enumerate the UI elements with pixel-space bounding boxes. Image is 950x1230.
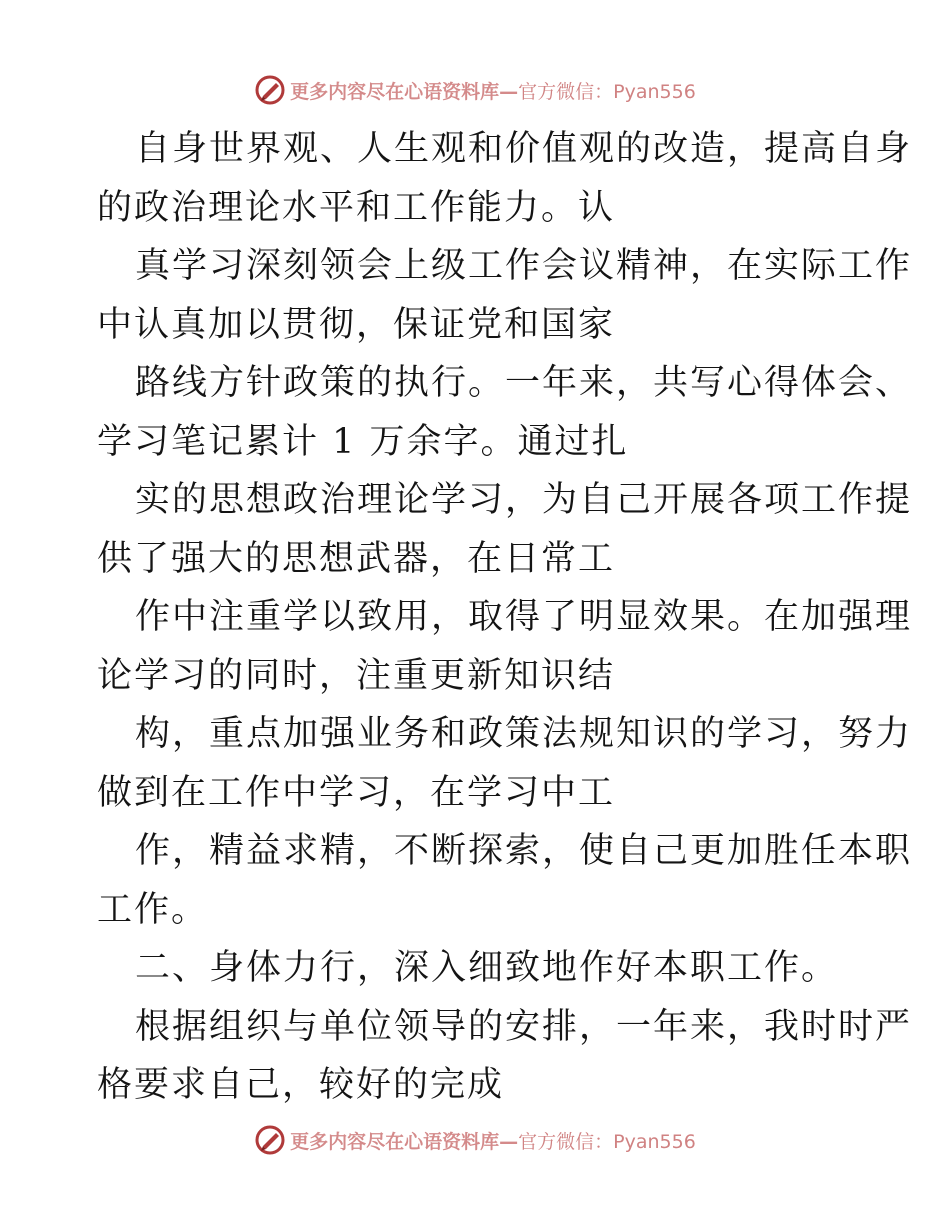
body-line: 真学习深刻领会上级工作会议精神，在实际工作 (135, 246, 913, 286)
footer-banner (0, 1120, 950, 1160)
document-body (97, 120, 913, 1115)
footer-site-text: 更多内容尽在心语资料库 (290, 1130, 500, 1153)
logo-icon (254, 74, 286, 106)
logo-icon (254, 1124, 286, 1156)
footer-wechat-text: 官方微信：Pyan556 (518, 1130, 696, 1153)
body-line: 根据组织与单位领导的安排，一年来，我时时严 (135, 1006, 913, 1047)
header-banner-inner (254, 74, 696, 106)
header-dash: — (499, 80, 519, 103)
header-site-text: 更多内容尽在心语资料库 (290, 80, 500, 103)
body-line: 中认真加以贯彻，保证党和国家 (97, 304, 616, 345)
body-line: 学习笔记累计 1 万余字。通过扎 (97, 421, 629, 462)
footer-banner-inner (254, 1124, 696, 1156)
body-line: 作，精益求精，不断探索，使自己更加胜任本职 (135, 831, 913, 871)
body-line: 工作。 (97, 889, 209, 930)
header-banner (0, 70, 950, 110)
header-wechat-text: 官方微信：Pyan556 (518, 80, 696, 103)
header-banner-text (290, 77, 696, 104)
body-line: 论学习的同时，注重更新知识结 (97, 655, 616, 696)
section-heading: 二、身体力行，深入细致地作好本职工作。 (135, 948, 839, 988)
body-line: 格要求自己，较好的完成 (97, 1065, 505, 1105)
footer-dash: — (499, 1130, 519, 1153)
body-line: 的政治理论水平和工作能力。认 (97, 187, 616, 228)
body-line: 做到在工作中学习，在学习中工 (97, 772, 616, 813)
body-line: 构，重点加强业务和政策法规知识的学习，努力 (135, 714, 913, 754)
body-line: 路线方针政策的执行。一年来，共写心得体会、 (135, 363, 913, 403)
body-line: 自身世界观、人生观和价值观的改造，提高自身 (135, 129, 913, 169)
body-line: 实的思想政治理论学习，为自己开展各项工作提 (135, 480, 913, 520)
body-line: 供了强大的思想武器，在日常工 (97, 538, 616, 579)
body-line: 作中注重学以致用，取得了明显效果。在加强理 (135, 597, 913, 637)
footer-banner-text (290, 1127, 696, 1154)
